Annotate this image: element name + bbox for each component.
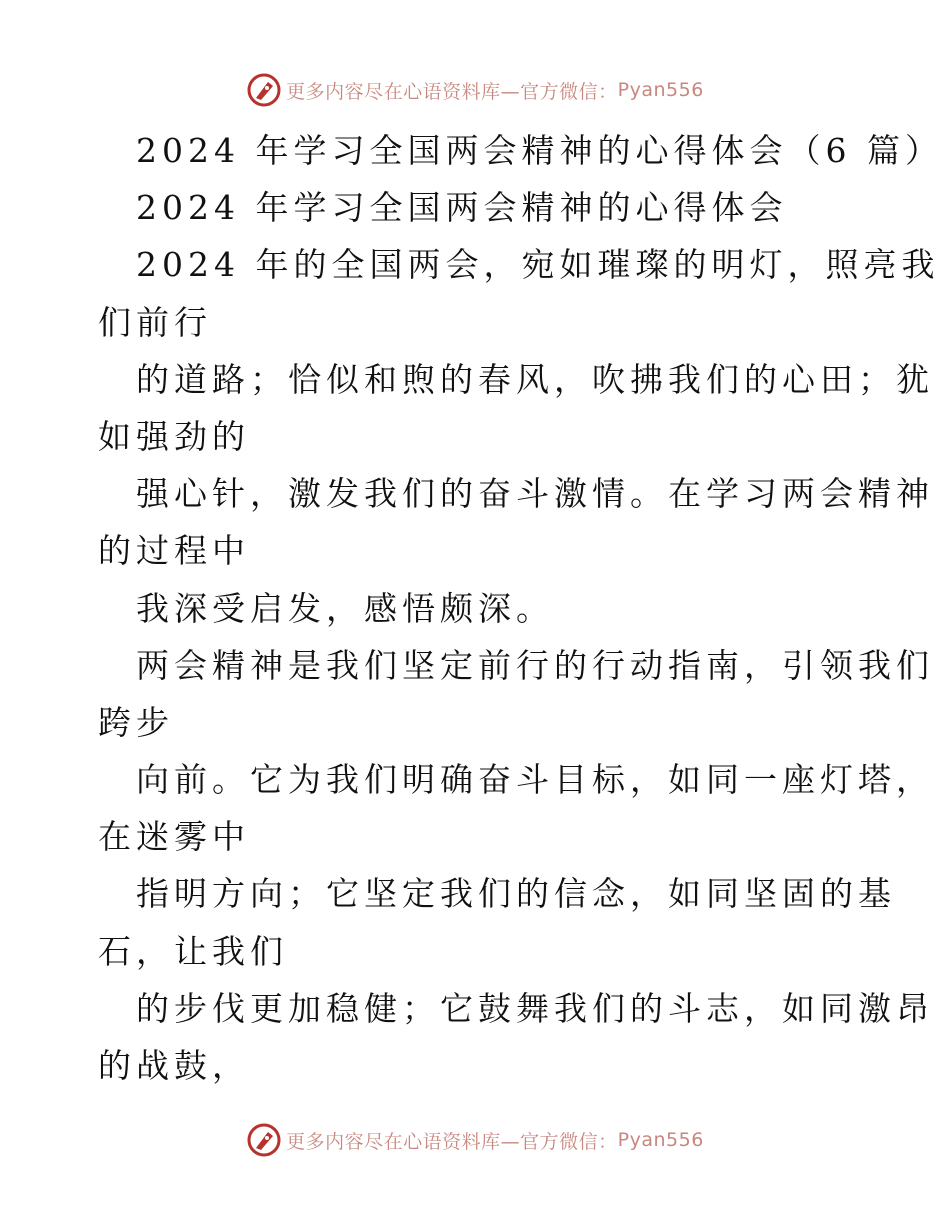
- watermark-wechat-id: Pyan556: [617, 1129, 704, 1151]
- text-line: 我深受启发，感悟颇深。: [136, 588, 554, 628]
- text-line: 2024 年学习全国两会精神的心得体会（6 篇）: [136, 131, 943, 170]
- watermark-wechat-id: Pyan556: [617, 79, 704, 101]
- text-line: 的道路；恰似和煦的春风，吹拂我们的心田；犹: [136, 359, 934, 399]
- text-line: 两会精神是我们坚定前行的行动指南，引领我们: [136, 645, 934, 685]
- text-line: 石，让我们: [98, 931, 288, 971]
- text-line: 在迷雾中: [98, 817, 250, 857]
- text-line: 的步伐更加稳健；它鼓舞我们的斗志，如同激昂: [136, 988, 934, 1028]
- text-line: 向前。它为我们明确奋斗目标，如同一座灯塔，: [136, 760, 934, 800]
- text-line: 2024 年学习全国两会精神的心得体会: [136, 188, 788, 228]
- document-body: [98, 122, 943, 1094]
- text-line: 的战鼓，: [98, 1046, 250, 1085]
- pen-nib-logo-icon: [246, 1122, 282, 1158]
- text-line: 如强劲的: [98, 416, 250, 456]
- text-line: 们前行: [98, 302, 212, 342]
- text-line: 强心针，激发我们的奋斗激情。在学习两会精神: [136, 474, 934, 514]
- watermark-text: 更多内容尽在心语资料库—官方微信：: [286, 1130, 618, 1153]
- pen-nib-logo-icon: [246, 72, 282, 108]
- text-line: 2024 年的全国两会，宛如璀璨的明灯，照亮我: [136, 245, 940, 285]
- header-watermark: [0, 70, 950, 110]
- text-line: 的过程中: [98, 531, 250, 571]
- text-line: 跨步: [98, 702, 174, 742]
- watermark-text: 更多内容尽在心语资料库—官方微信：: [286, 80, 618, 103]
- text-line: 指明方向；它坚定我们的信念，如同坚固的基: [136, 874, 896, 914]
- footer-watermark: [0, 1120, 950, 1160]
